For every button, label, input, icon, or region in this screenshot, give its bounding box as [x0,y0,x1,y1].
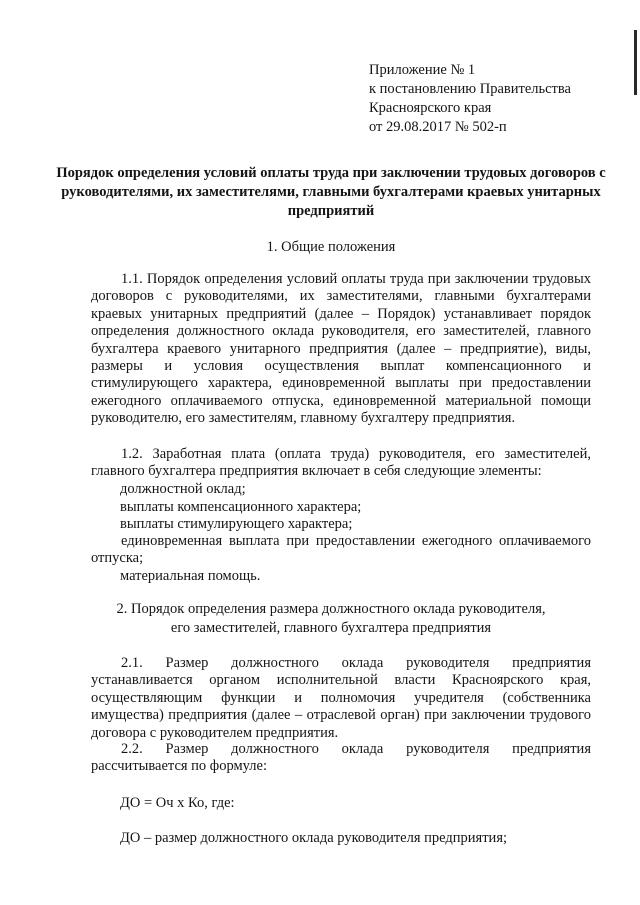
list-item: должностной оклад; [120,481,246,497]
section-2-heading-line-2: его заместителей, главного бухгалтера предприятия [170,620,492,636]
document-title: Порядок определения условий оплаты труда при заключении трудовых договоров с руководителями, их заместителями, главными бухгалтерами краевых унитарных предприятий [56,165,606,219]
paragraph-1-2-text: 1.2. Заработная плата (оплата труда) руководителя, его заместителей, главного бухгалтера предприятия включает в себя следующие элементы: [91,446,591,480]
list-item: выплаты стимулирующего характера; [120,516,353,532]
appendix-line-1: Приложение № 1 [369,62,476,78]
appendix-line-2: к постановлению Правительства [369,81,571,97]
scan-edge-mark [634,30,637,95]
list-item-wrapped [91,533,591,568]
paragraph-1-1-text: 1.1. Порядок определения условий оплаты труда при заключении трудовых договоров с руководителями, их заместителями, главными бухгалтерами краевых унитарных предприятий (далее – Порядок) устанавливает порядок определения должностного оклада руководителя, его заместителей, главного бухгалтера краевого унитарного предприятия (далее – предприятие), виды, размеры и условия осуществления выплат компенсационного и стимулирующего характера, единовременной выплаты при предоставлении ежегодного оплачиваемого отпуска, единовременной материальной помощи руководителю, его заместителям, главному бухгалтеру предприятия. [91,271,591,427]
paragraph-2-2-text: 2.2. Размер должностного оклада руководителя предприятия рассчитывается по формуле: [91,741,591,775]
paragraph-1-1 [91,271,591,428]
list-item: выплаты компенсационного характера; [120,499,362,515]
formula-definition: ДО – размер должностного оклада руководителя предприятия; [120,830,508,846]
appendix-header [369,61,571,137]
list-item: материальная помощь. [120,568,261,584]
section-2-heading-line-1: 2. Порядок определения размера должностного оклада руководителя, [116,601,546,617]
section-1-heading: 1. Общие положения [266,239,396,255]
paragraph-2-2 [91,741,591,776]
formula: ДО = Оч х Ко, где: [120,795,235,811]
appendix-line-4: от 29.08.2017 № 502-п [369,119,507,135]
list-item-text: единовременная выплата при предоставлении ежегодного оплачиваемого отпуска; [91,533,591,567]
paragraph-2-1 [91,655,591,742]
paragraph-1-2 [91,446,591,481]
appendix-line-3: Красноярского края [369,100,492,116]
paragraph-2-1-text: 2.1. Размер должностного оклада руководителя предприятия устанавливается органом исполнительной власти Красноярского края, осуществляющим функции и полномочия учредителя (собственника имущества) предприятия (далее – отраслевой орган) при заключении трудового договора с руководителем предприятия. [91,655,591,741]
